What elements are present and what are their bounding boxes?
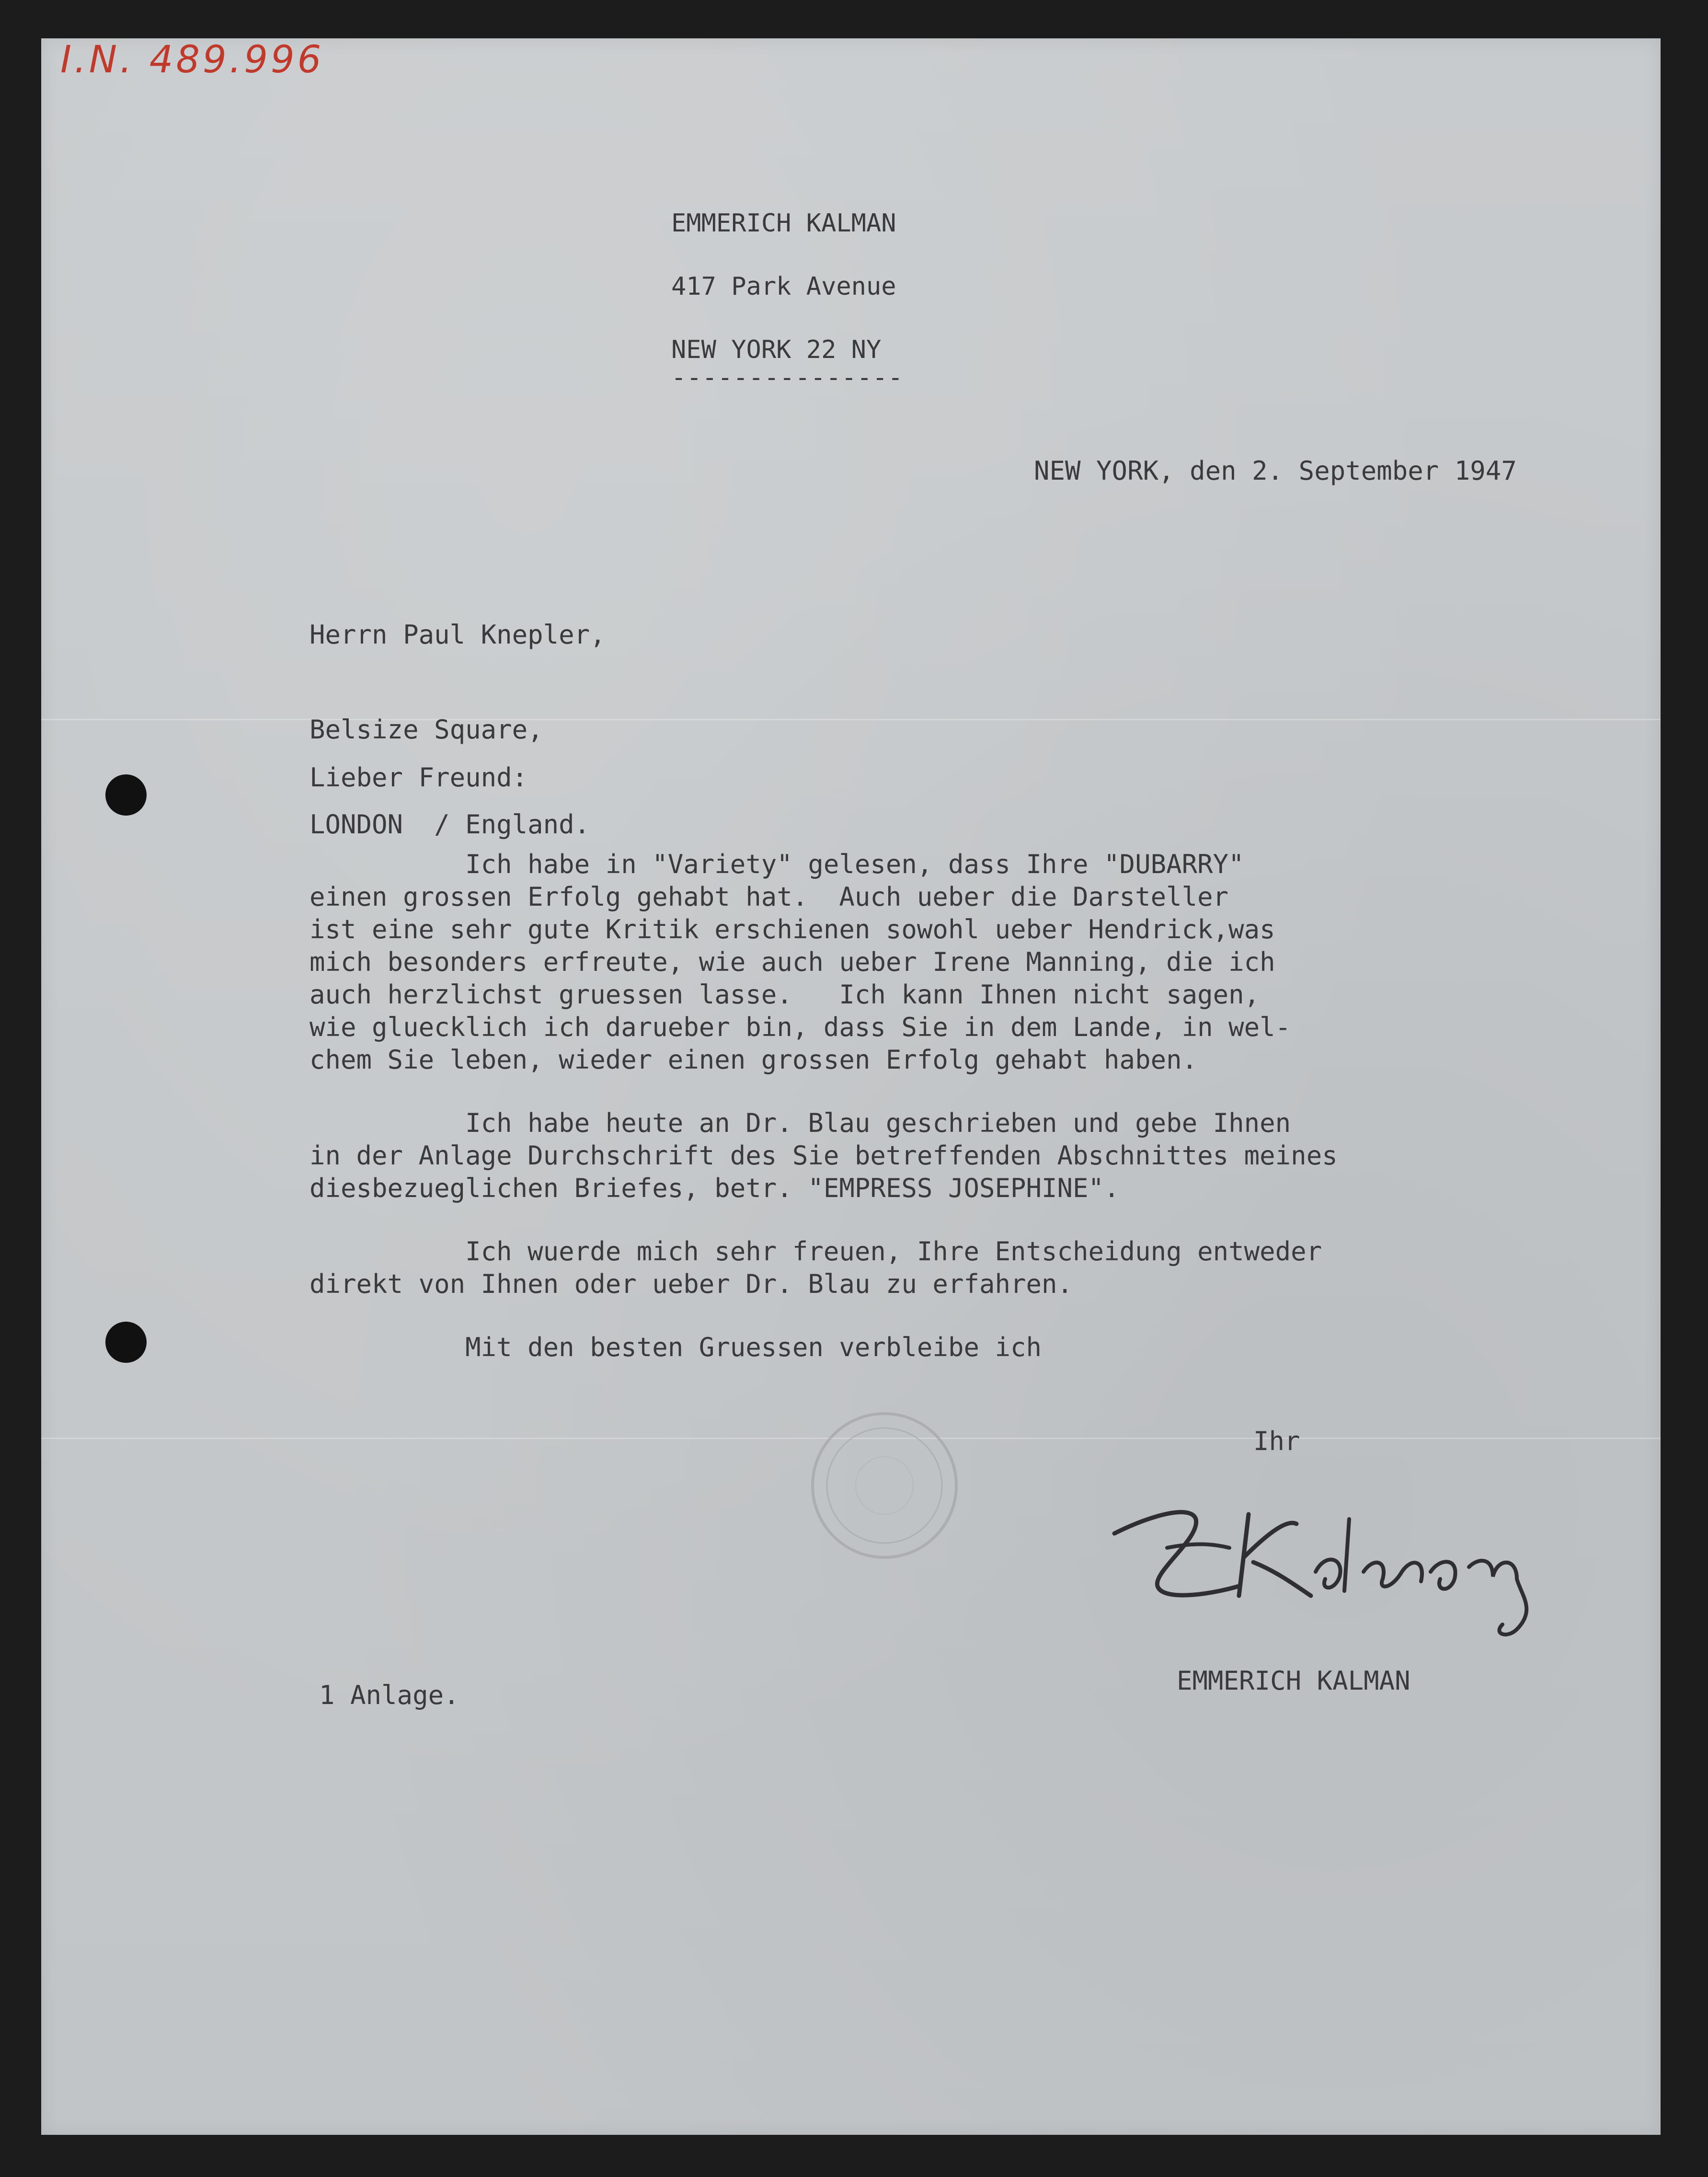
letter-sheet (41, 38, 1661, 2135)
letterhead (671, 192, 978, 390)
archive-inventory-number: I.N. 489.996 (60, 38, 324, 81)
paper-fold-line (41, 719, 1661, 720)
handwritten-signature (1095, 1476, 1574, 1648)
signer-name: EMMERICH KALMAN (1177, 1666, 1410, 1696)
punch-hole (105, 774, 147, 816)
body-paragraph: Ich wuerde mich sehr freuen, Ihre Entscheidung entweder direkt von Ihnen oder ueber Dr. Blau zu erfahren. (310, 1236, 1322, 1299)
body-paragraph: Ich habe in "Variety" gelesen, dass Ihre "DUBARRY" einen grossen Erfolg gehabt hat. Auch ueber die Darsteller ist eine sehr gute Kritik erschienen sowohl ueber Hendrick,was mich besonders erfreute, wie auch ueber Irene Manning, die ich auch herzlichst gruessen lasse. Ich kann Ihnen nicht sagen, wie gluecklich ich darueber bin, dass Sie in dem Lande, in wel- chem Sie leben, wieder einen grossen Erfolg gehabt haben. (310, 849, 1291, 1075)
recipient-line: LONDON / England. (310, 809, 590, 840)
body-paragraph: Mit den besten Gruessen verbleibe ich (310, 1332, 1042, 1362)
letterhead-street: 417 Park Avenue (671, 272, 896, 301)
faded-stamp-seal (808, 1409, 961, 1562)
closing: Ihr (1253, 1426, 1300, 1456)
letterhead-underline: --------------- (671, 363, 904, 392)
recipient-line: Belsize Square, (310, 714, 543, 745)
punch-hole (105, 1322, 147, 1363)
letterhead-city: NEW YORK 22 NY (671, 335, 882, 364)
enclosure-note: 1 Anlage. (319, 1680, 459, 1710)
body-paragraph: Ich habe heute an Dr. Blau geschrieben und gebe Ihnen in der Anlage Durchschrift des Sie betreffenden Abschnittes meines diesbezueglichen Briefes, betr. "EMPRESS JOSEPHINE". (310, 1108, 1338, 1203)
letterhead-name: EMMERICH KALMAN (671, 209, 896, 238)
dateline: NEW YORK, den 2. September 1947 (1034, 456, 1517, 486)
recipient-line: Herrn Paul Knepler, (310, 620, 606, 650)
letter-body (310, 848, 1641, 1394)
salutation: Lieber Freund: (310, 762, 528, 793)
